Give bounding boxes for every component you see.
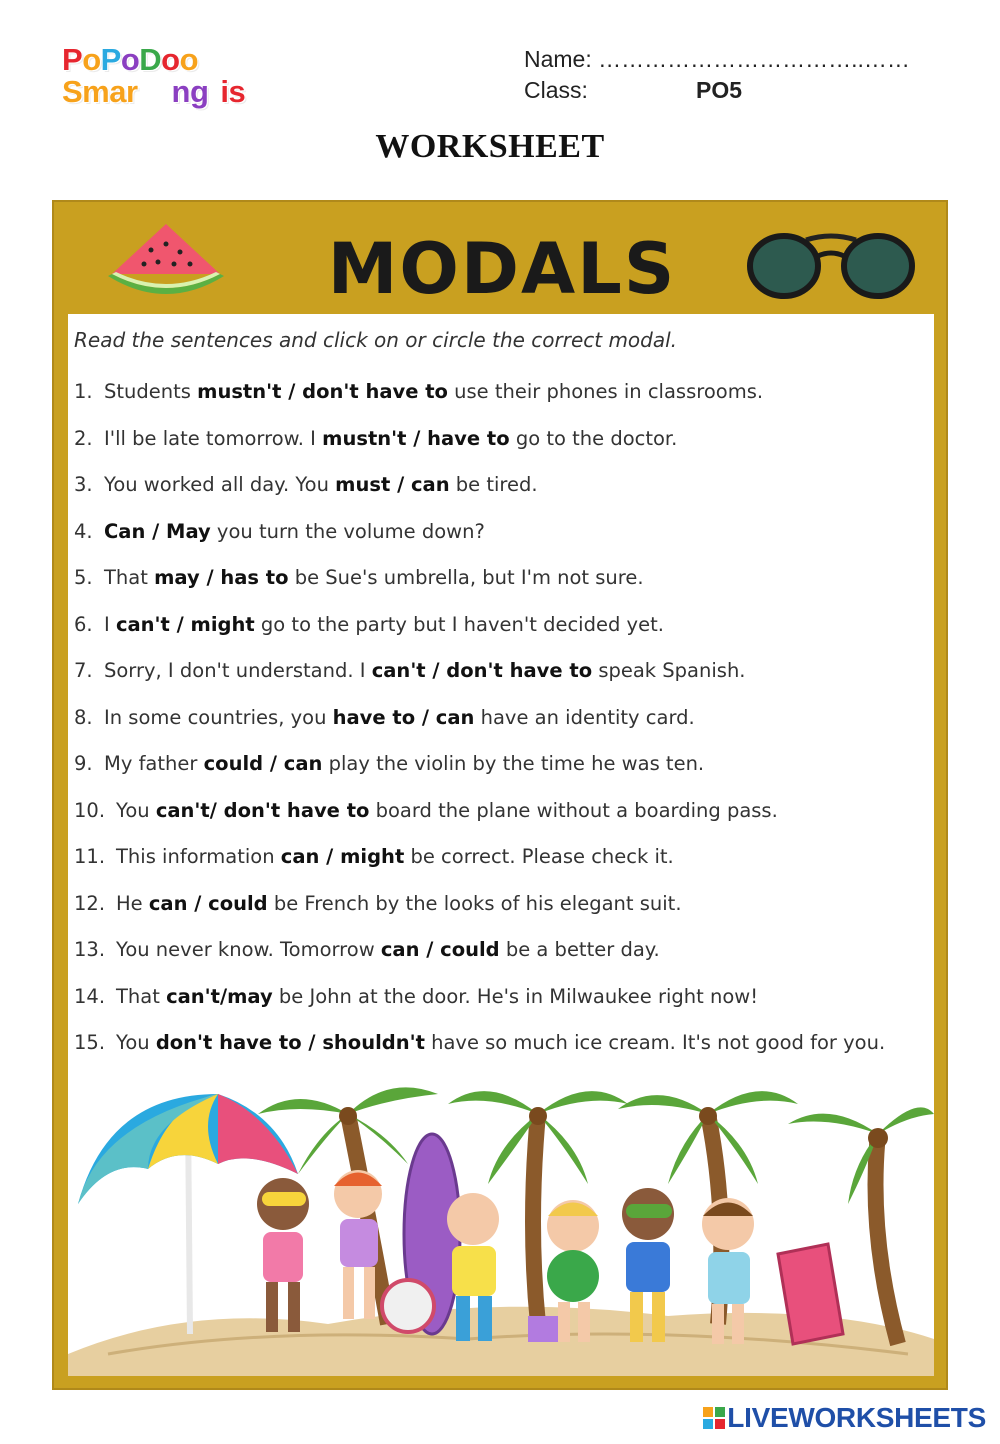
modal-choice[interactable]: can't / might [115, 612, 255, 636]
list-item: 1. Students mustn't / don't have to use their phones in classrooms. [74, 380, 764, 403]
modal-choice[interactable]: mustn't / have to [322, 426, 510, 450]
name-row [524, 44, 910, 75]
logo-line-2: Smar ng is [62, 74, 246, 109]
modal-choice[interactable]: have to / can [332, 705, 475, 729]
list-item: 11. This information can / might be correct. Please check it. [74, 845, 674, 868]
class-label: Class: [524, 77, 588, 103]
modal-choice[interactable]: can / could [380, 938, 500, 961]
list-item: 2. I'll be late tomorrow. I mustn't / have to go to the doctor. [74, 426, 678, 450]
kid-icon [334, 1170, 382, 1319]
exercise-panel [68, 314, 934, 1376]
beach-scene-illustration [68, 1054, 934, 1376]
modal-choice[interactable]: Can / May [104, 519, 211, 543]
class-value: PO5 [696, 77, 743, 103]
list-item: 3. You worked all day. You must / can be tired. [74, 473, 538, 496]
class-row [524, 75, 910, 106]
modal-choice[interactable]: can't/may [166, 984, 273, 1008]
list-item: 4. Can / May you turn the volume down? [74, 519, 485, 543]
list-item: 7. Sorry, I don't understand. I can't / don't have to speak Spanish. [74, 659, 746, 682]
modal-choice[interactable]: can / might [280, 845, 405, 868]
modal-choice[interactable]: may / has to [154, 566, 289, 589]
liveworksheets-icon [703, 1407, 725, 1429]
modal-choice[interactable]: could / can [203, 752, 323, 775]
worksheet-title: WORKSHEET [375, 128, 605, 165]
list-item: 14. That can't/may be John at the door. He's in Milwaukee right now! [74, 984, 759, 1008]
modal-choice[interactable]: mustn't / don't have to [197, 380, 448, 403]
modal-choice[interactable]: can't/ don't have to [155, 798, 370, 822]
sand-bucket-icon [528, 1316, 558, 1342]
modals-title: MODALS [327, 228, 677, 310]
list-item: 8. In some countries, you have to / can have an identity card. [74, 705, 695, 729]
name-label: Name: [524, 46, 592, 72]
sunglasses-icon [746, 230, 916, 300]
list-item: 12. He can / could be French by the looks of his elegant suit. [74, 891, 682, 915]
logo-line-1: PoPoDoo [62, 42, 199, 77]
list-item: 5. That may / has to be Sue's umbrella, but I'm not sure. [74, 566, 644, 589]
student-info [524, 44, 910, 106]
list-item: 9. My father could / can play the violin by the time he was ten. [74, 752, 705, 775]
list-item: 10. You can't/ don't have to board the plane without a boarding pass. [74, 798, 778, 822]
liveworksheets-logo [703, 1402, 986, 1434]
modal-choice[interactable]: can / could [148, 891, 268, 915]
modal-choice[interactable]: must / can [335, 473, 450, 496]
popodoo-logo [62, 44, 245, 108]
list-item: 15. You don't have to / shouldn't have so much ice cream. It's not good for you. [74, 1031, 886, 1054]
kid-icon [257, 1178, 309, 1332]
list-item: 13. You never know. Tomorrow can / could be a better day. [74, 938, 660, 961]
modal-choice[interactable]: can't / don't have to [371, 659, 593, 682]
modal-choice[interactable]: don't have to / shouldn't [155, 1031, 425, 1054]
list-item: 6. I can't / might go to the party but I haven't decided yet. [74, 612, 664, 636]
exercise-list [74, 380, 885, 1078]
name-field[interactable]: ……………………………..…… [598, 46, 910, 72]
beach-ball-icon [382, 1280, 434, 1332]
worksheet-frame [52, 200, 948, 1390]
instructions: Read the sentences and click on or circle the correct modal. [74, 328, 678, 352]
liveworksheets-brand: LIVEWORKSHEETS [727, 1402, 986, 1433]
